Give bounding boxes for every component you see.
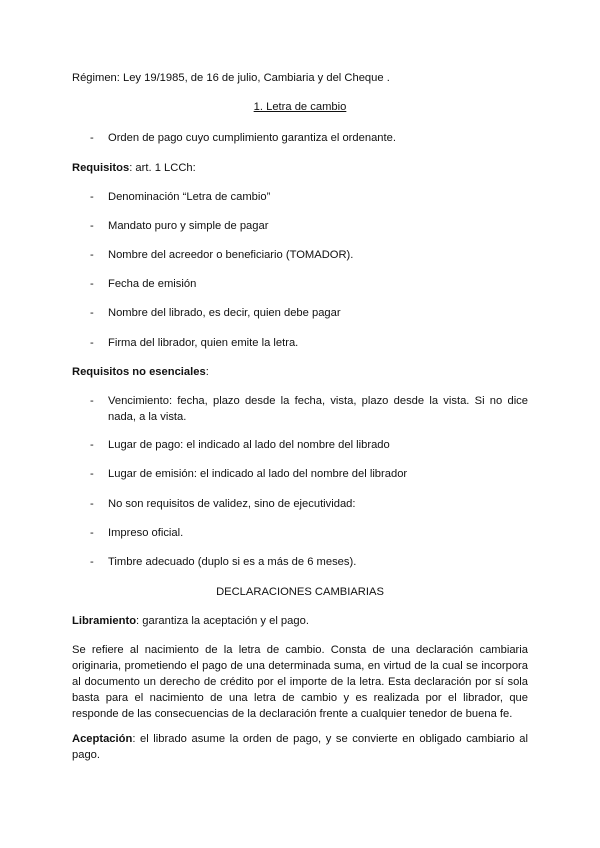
bullet-dash: - [90,249,94,261]
list-item: Nombre del acreedor o beneficiario (TOMADOR). [108,249,354,261]
list-item: No son requisitos de validez, sino de ejecutividad: [108,498,356,510]
list-item: Denominación “Letra de cambio” [108,191,271,203]
requisitos-label: Requisitos [72,162,130,174]
bullet-dash: - [90,439,94,451]
list-item: Fecha de emisión [108,278,197,290]
list-item: Impreso oficial. [108,527,184,539]
bullet-dash: - [90,556,94,568]
bullet-dash: - [90,337,94,349]
requisitos-heading [72,160,528,176]
bullet-dash: - [90,191,94,203]
bullet-dash: - [90,278,94,290]
libramiento-paragraph: Se refiere al nacimiento de la letra de cambio. Consta de una declaración cambiaria originaria, prometiendo el pago de una determinada suma, en virtud de la cual se incorpora al documento un derecho de crédito por el importe de la letra. Esta declaración por sí sola basta para el nacimiento de una letra de cambio y es realizada por el librador, que responde de las consecuencias de la declaración frente a cualquier tenedor de buena fe. [72,644,528,720]
list-item: Timbre adecuado (duplo si es a más de 6 meses). [108,556,357,568]
requisitos-rest: : art. 1 LCCh: [129,162,196,174]
regimen-line: Régimen: Ley 19/1985, de 16 de julio, Cambiaria y del Cheque . [72,72,390,84]
list-item: Vencimiento: fecha, plazo desde la fecha, vista, plazo desde la vista. Si no dice nada, a la vista. [108,395,528,423]
libramiento-rest: : garantiza la aceptación y el pago. [136,615,309,627]
list-item: Lugar de pago: el indicado al lado del nombre del librado [108,439,390,451]
section-title: 1. Letra de cambio [253,101,347,113]
libramiento-label: Libramiento [72,615,137,627]
bullet-dash: - [90,395,94,407]
list-item: Lugar de emisión: el indicado al lado del nombre del librador [108,468,408,480]
list-item: Orden de pago cuyo cumplimiento garantiza el ordenante. [108,132,396,144]
aceptacion-line [72,731,528,763]
no-esenciales-rest: : [205,366,209,378]
list-item: Nombre del librado, es decir, quien debe pagar [108,307,341,319]
bullet-dash: - [90,307,94,319]
declaraciones-title: DECLARACIONES CAMBIARIAS [216,586,384,598]
list-item: Firma del librador, quien emite la letra. [108,337,299,349]
no-esenciales-heading [72,364,528,380]
bullet-dash: - [90,220,94,232]
aceptacion-label: Aceptación [72,733,133,745]
bullet-dash: - [90,468,94,480]
bullet-dash: - [90,498,94,510]
no-esenciales-label: Requisitos no esenciales [72,366,206,378]
bullet-dash: - [90,527,94,539]
aceptacion-rest: : el librado asume la orden de pago, y se convierte en obligado cambiario al pago. [72,733,528,761]
bullet-dash: - [90,132,94,144]
list-item: Mandato puro y simple de pagar [108,220,269,232]
libramiento-line [72,613,528,629]
